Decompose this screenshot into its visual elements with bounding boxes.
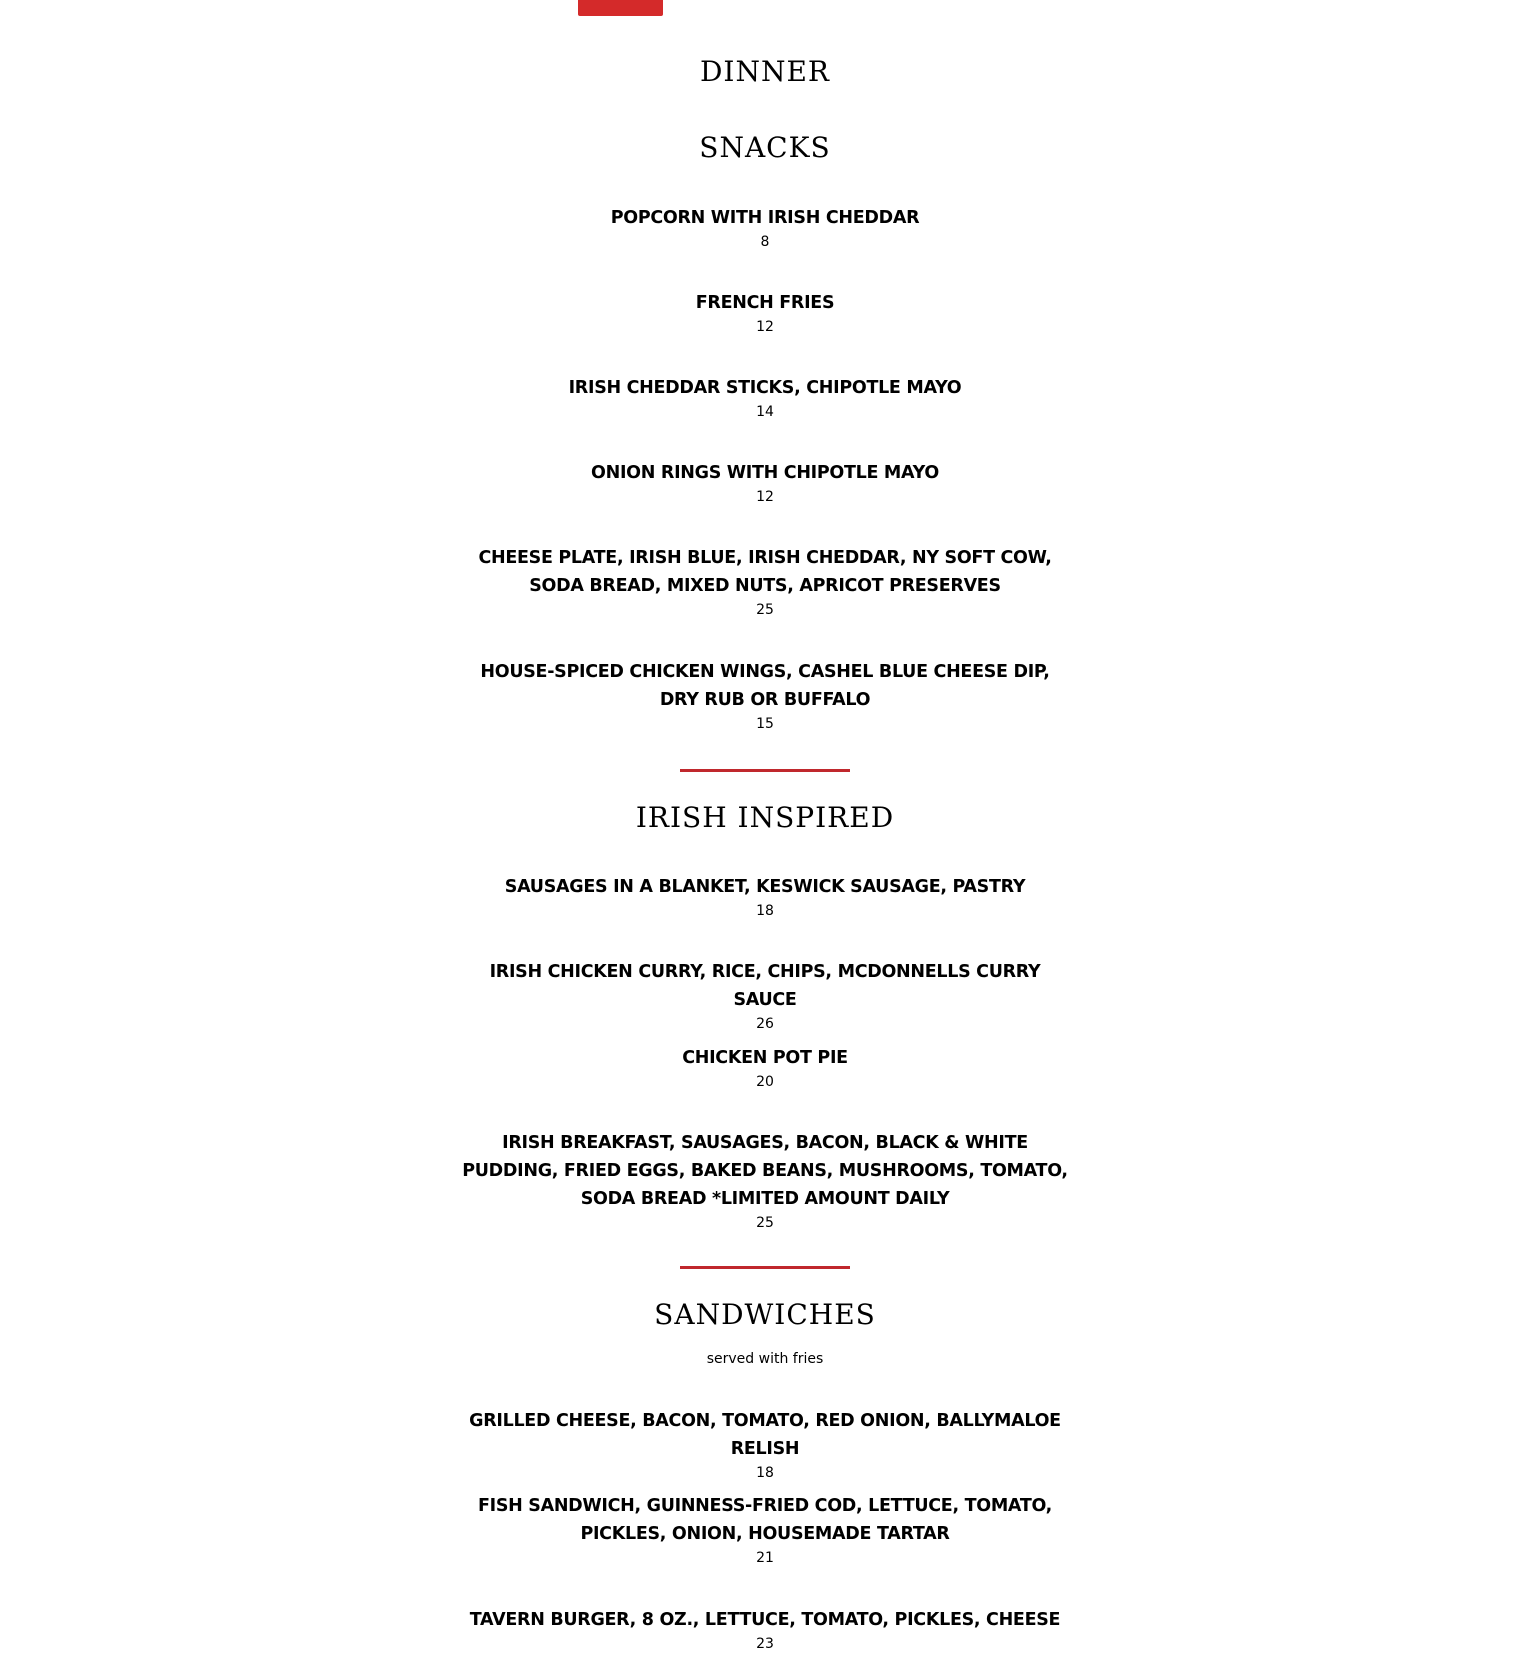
top-tab-button[interactable] [578, 0, 663, 16]
item-name: HOUSE-SPICED CHICKEN WINGS, CASHEL BLUE CHEESE DIP, DRY RUB OR BUFFALO [480, 662, 1050, 710]
section-title: IRISH INSPIRED [635, 801, 895, 834]
item-name: IRISH CHEDDAR STICKS, CHIPOTLE MAYO [568, 378, 962, 398]
item-name: IRISH BREAKFAST, SAUSAGES, BACON, BLACK & WHITE PUDDING, FRIED EGGS, BAKED BEANS, MUSHROOMS, TOMATO, SODA BREAD *LIMITED AMOUNT DAILY [462, 1133, 1068, 1209]
section-title: SANDWICHES [654, 1298, 876, 1331]
section-title: SNACKS [699, 131, 831, 164]
menu-item [460, 873, 1070, 921]
item-price: 14 [756, 404, 774, 420]
section-sandwiches [0, 1295, 1530, 1369]
item-name: FRENCH FRIES [695, 293, 835, 313]
item-price: 25 [756, 1215, 774, 1231]
menu-item [460, 204, 1070, 252]
menu-item [460, 1492, 1070, 1568]
item-price: 21 [756, 1550, 774, 1566]
menu-item [460, 1044, 1070, 1092]
item-price: 15 [756, 716, 774, 732]
item-price: 12 [756, 319, 774, 335]
item-price: 26 [756, 1016, 774, 1032]
section-note: served with fries [706, 1351, 824, 1367]
menu-item [460, 289, 1070, 337]
item-price: 25 [756, 602, 774, 618]
menu-item [460, 374, 1070, 422]
item-price: 20 [756, 1074, 774, 1090]
menu-item [460, 459, 1070, 507]
item-name: CHEESE PLATE, IRISH BLUE, IRISH CHEDDAR, NY SOFT COW, SODA BREAD, MIXED NUTS, APRICOT PRESERVES [478, 548, 1052, 596]
section-irish-inspired [0, 798, 1530, 838]
menu-item [460, 658, 1070, 734]
item-price: 18 [756, 1465, 774, 1481]
menu-item [460, 1129, 1070, 1233]
menu-item [460, 958, 1070, 1034]
menu-item [460, 1407, 1070, 1483]
item-price: 23 [756, 1636, 774, 1652]
menu-item [460, 544, 1070, 620]
item-name: IRISH CHICKEN CURRY, RICE, CHIPS, MCDONNELLS CURRY SAUCE [489, 962, 1041, 1010]
item-name: CHICKEN POT PIE [682, 1048, 848, 1068]
item-name: GRILLED CHEESE, BACON, TOMATO, RED ONION, BALLYMALOE RELISH [469, 1411, 1061, 1459]
item-price: 18 [756, 903, 774, 919]
item-name: POPCORN WITH IRISH CHEDDAR [610, 208, 920, 228]
item-name: ONION RINGS WITH CHIPOTLE MAYO [591, 463, 939, 483]
item-name: TAVERN BURGER, 8 OZ., LETTUCE, TOMATO, PICKLES, CHEESE [469, 1610, 1061, 1630]
item-price: 8 [760, 234, 770, 250]
section-divider [680, 769, 850, 772]
item-name: FISH SANDWICH, GUINNESS-FRIED COD, LETTUCE, TOMATO, PICKLES, ONION, HOUSEMADE TARTAR [477, 1496, 1052, 1544]
section-divider [680, 1266, 850, 1269]
section-snacks [0, 128, 1530, 168]
page-title: DINNER [699, 55, 831, 88]
menu-item [460, 1606, 1070, 1654]
item-price: 12 [756, 489, 774, 505]
item-name: SAUSAGES IN A BLANKET, KESWICK SAUSAGE, PASTRY [504, 877, 1026, 897]
